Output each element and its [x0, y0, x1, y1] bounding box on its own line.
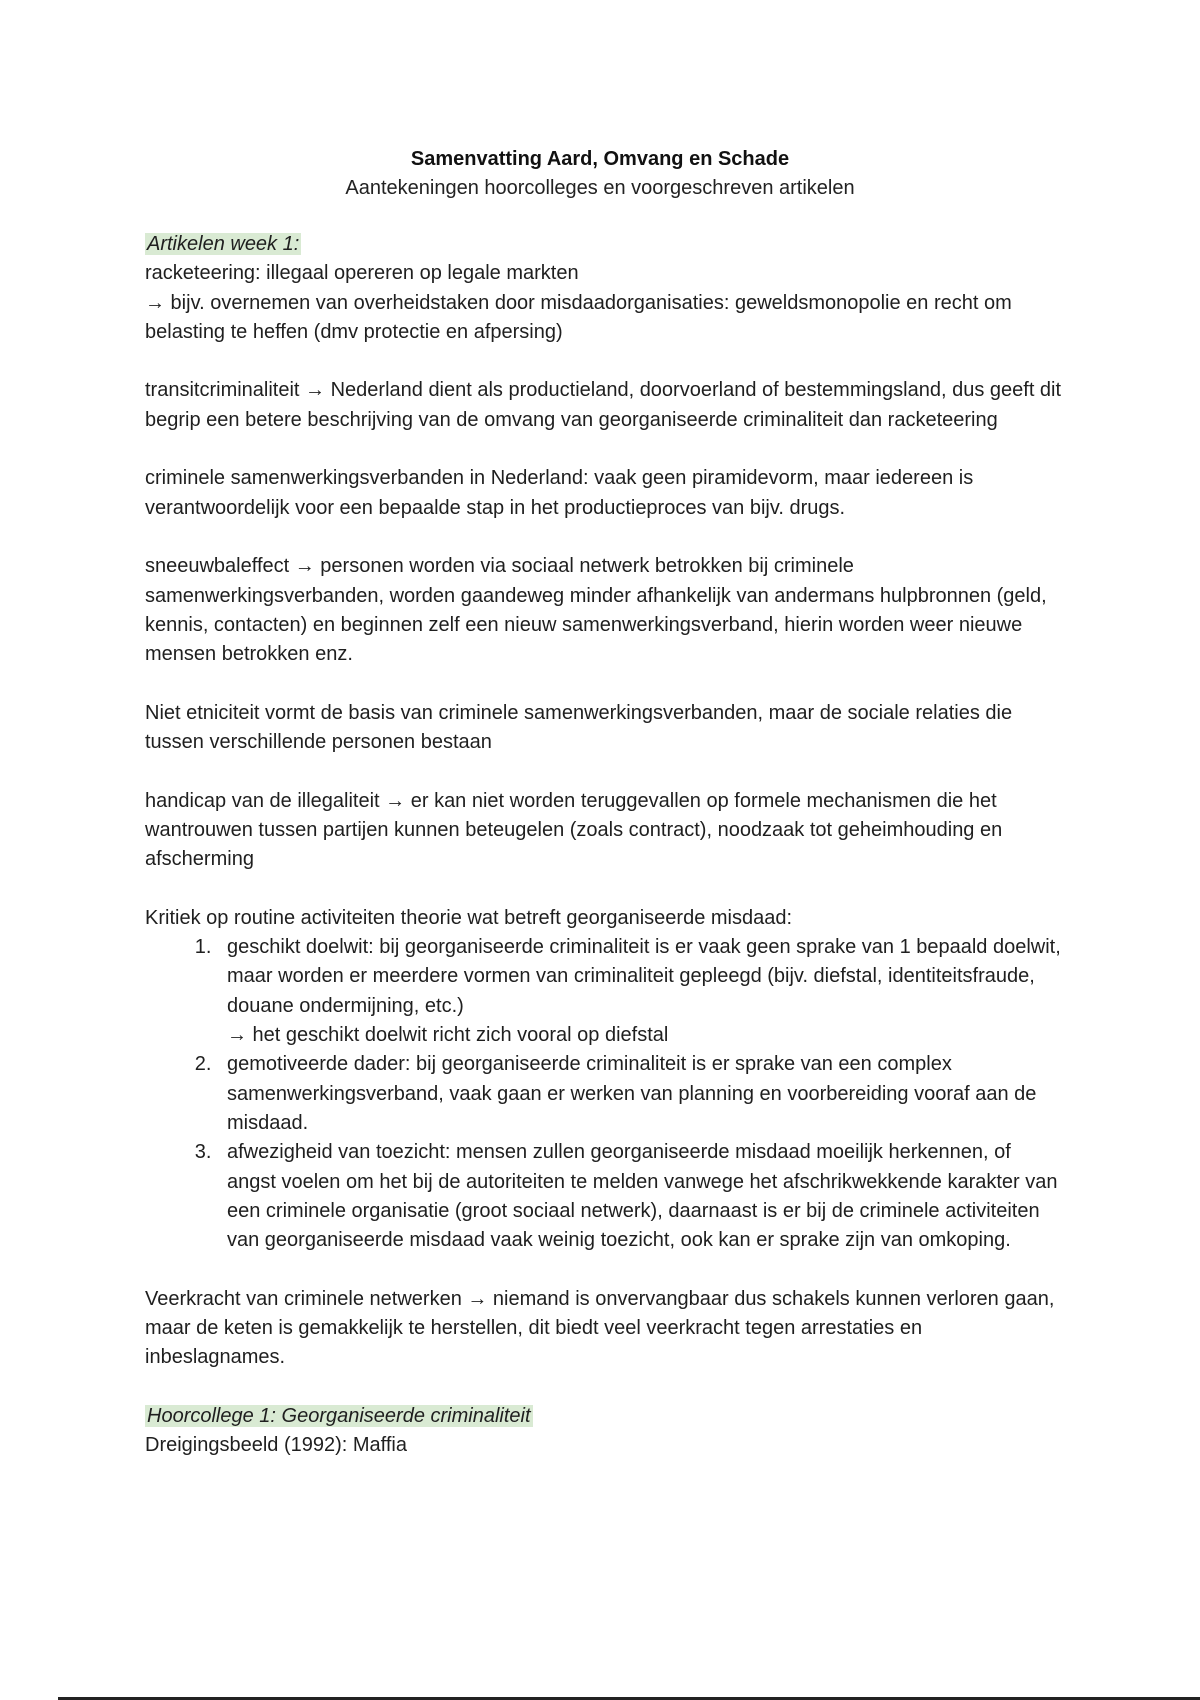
- list-item: [217, 1050, 1065, 1138]
- paragraph-kritiek-intro: Kritiek op routine activiteiten theorie wat betreft georganiseerde misdaad:: [145, 906, 793, 929]
- kritiek-list: [145, 933, 1065, 1255]
- document-body: [145, 230, 1065, 1460]
- section-heading-artikelen: [145, 230, 1065, 259]
- paragraph-transitcriminaliteit: transitcriminaliteit → Nederland dient als productieland, doorvoerland of bestemmingsland, dus geeft dit begrip een betere beschrijving van de omvang van georganiseerde criminaliteit dan racketeering: [145, 379, 1062, 431]
- document-header: [0, 145, 1200, 203]
- paragraph-veerkracht: Veerkracht van criminele netwerken → niemand is onvervangbaar dus schakels kunnen verloren gaan, maar de keten is gemakkelijk te herstellen, dit biedt veel veerkracht tegen arrestaties en inbeslagnames.: [145, 1287, 1055, 1369]
- document-subtitle: Aantekeningen hoorcolleges en voorgeschreven artikelen: [345, 177, 855, 199]
- paragraph-racketeering-example: → bijv. overnemen van overheidstaken door misdaadorganisaties: geweldsmonopolie en recht om belasting te heffen (dmv protectie en afpersing): [145, 291, 1012, 343]
- highlighted-heading: Hoorcollege 1: Georganiseerde criminaliteit: [147, 1404, 531, 1427]
- paragraph-racketeering: racketeering: illegaal opereren op legale markten: [145, 262, 579, 285]
- list-item: [217, 1138, 1065, 1255]
- document-title: Samenvatting Aard, Omvang en Schade: [410, 148, 790, 170]
- list-item-text: gemotiveerde dader: bij georganiseerde criminaliteit is er sprake van een complex samenwerkingsverband, vaak gaan er werken van planning en voorbereiding vooraf aan de misdaad.: [227, 1053, 1037, 1134]
- section-heading-hoorcollege: [145, 1402, 1065, 1431]
- list-item-text: geschikt doelwit: bij georganiseerde criminaliteit is er vaak geen sprake van 1 bepaald doelwit, maar worden er meerdere vormen van criminaliteit gepleegd (bijv. diefstal, identiteitsfraude, douane ondermijning, etc.): [227, 936, 1061, 1017]
- list-item-extra: → het geschikt doelwit richt zich vooral op diefstal: [227, 1024, 669, 1047]
- list-item: [217, 933, 1065, 1050]
- paragraph-etniciteit: Niet etniciteit vormt de basis van criminele samenwerkingsverbanden, maar de sociale relaties die tussen verschillende personen bestaan: [145, 701, 1013, 754]
- highlighted-heading: Artikelen week 1:: [147, 233, 300, 255]
- paragraph-sneeuwbaleffect: sneeuwbaleffect → personen worden via sociaal netwerk betrokken bij criminele samenwerkingsverbanden, worden gaandeweg minder afhankelijk van andermans hulpbronnen (geld, kennis, contacten) en beginnen zelf een nieuw samenwerkingsverband, hierin worden weer nieuwe mensen betrokken enz.: [145, 555, 1047, 666]
- paragraph-dreigingsbeeld: Dreigingsbeeld (1992): Maffia: [145, 1434, 408, 1457]
- paragraph-samenwerkingsverbanden: criminele samenwerkingsverbanden in Nederland: vaak geen piramidevorm, maar iedereen is verantwoordelijk voor een bepaalde stap in het productieproces van bijv. drugs.: [145, 467, 974, 519]
- list-item-text: afwezigheid van toezicht: mensen zullen georganiseerde misdaad moeilijk herkennen, of angst voelen om het bij de autoriteiten te melden vanwege het afschrikwekkende karakter van een criminele organisatie (groot sociaal netwerk), daarnaast is er bij de criminele activiteiten van georganiseerde misdaad vaak weinig toezicht, ook kan er sprake zijn van omkoping.: [227, 1141, 1058, 1252]
- paragraph-handicap-illegaliteit: handicap van de illegaliteit → er kan niet worden teruggevallen op formele mechanismen die het wantrouwen tussen partijen kunnen beteugelen (zoals contract), noodzaak tot geheimhouding en afscherming: [145, 789, 1003, 871]
